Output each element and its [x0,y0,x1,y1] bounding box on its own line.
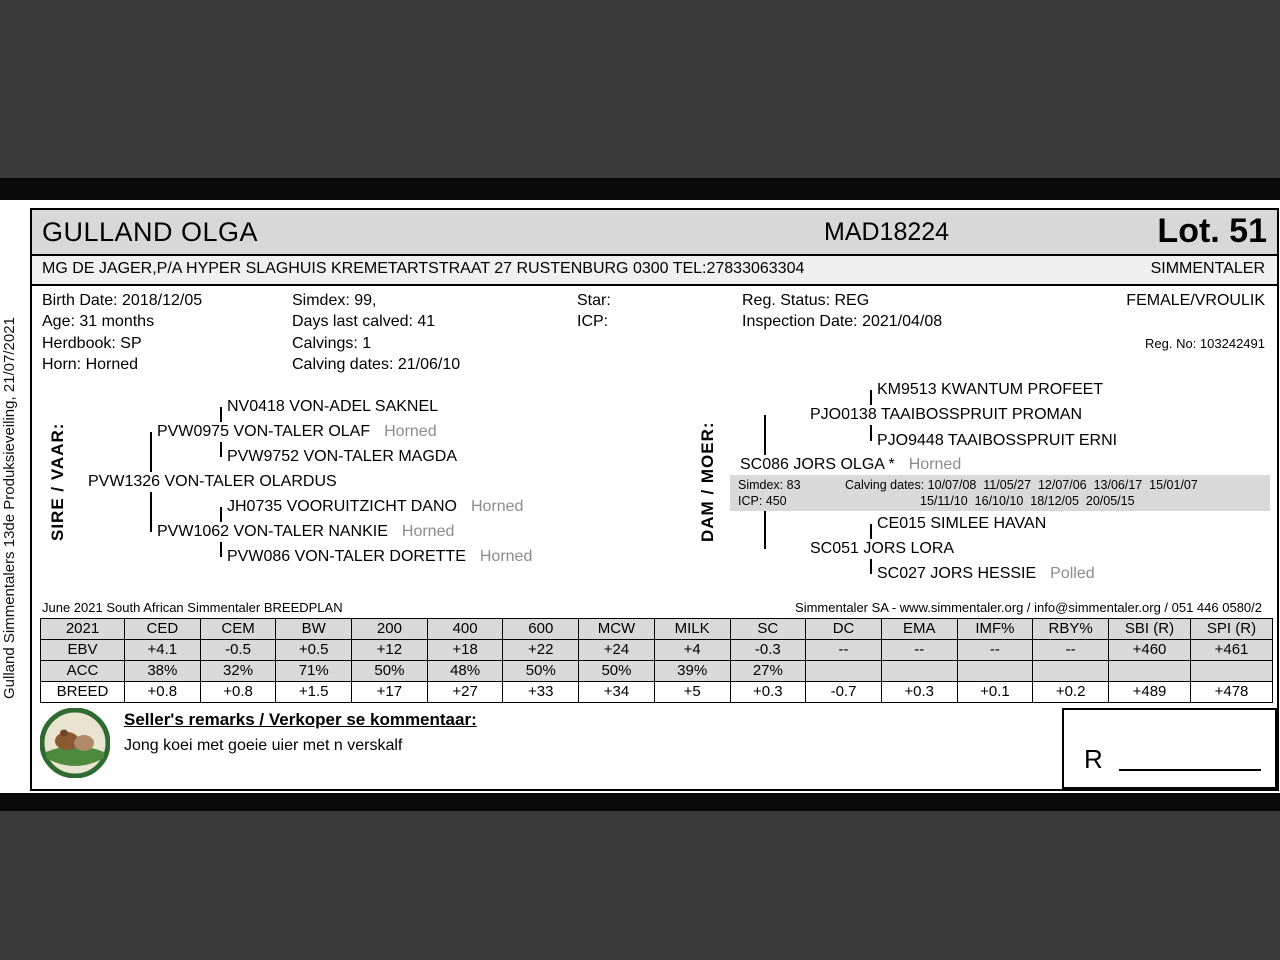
breed-cell: +17 [352,682,428,703]
breed-cell: +1.5 [276,682,352,703]
owner-band [32,256,1277,286]
dam-calving-dates-2: 15/11/10 16/10/10 18/12/05 20/05/15 [920,494,1135,508]
ebv-cell: +24 [579,640,655,661]
acc-cell: 32% [200,661,276,682]
acc-cell [1033,661,1109,682]
breed-avg-row [41,682,1273,703]
bottom-black-strip [0,793,1280,811]
horn-status: Horned [470,498,524,515]
pedigree-entry [874,564,1100,584]
row-label: BREED [41,682,125,703]
seller-remarks-title: Seller's remarks / Verkoper se kommentaar: [124,710,477,729]
animal-name: SC051 JORS LORA [810,540,955,557]
breed-cell: +478 [1191,682,1273,703]
ebv-cell: +461 [1191,640,1273,661]
col-imf: IMF% [957,619,1033,640]
detail-horn: Horn: Horned [42,356,139,373]
ebv-cell: +4.1 [125,640,201,661]
top-dark-band [0,0,1280,178]
acc-cell [957,661,1033,682]
animal-name: PJO9448 TAAIBOSSPRUIT ERNI [877,432,1118,449]
lot-number: Lot. 51 [1157,212,1267,250]
ebv-cell: -- [957,640,1033,661]
ebv-cell: +18 [427,640,503,661]
acc-row [41,661,1273,682]
animal-name: NV0418 VON-ADEL SAKNEL [227,398,439,415]
acc-cell: 39% [654,661,730,682]
currency-symbol: R [1084,744,1103,774]
detail-reg-status: Reg. Status: REG [742,292,870,309]
col-ema: EMA [881,619,957,640]
animal-name: PVW9752 VON-TALER MAGDA [227,448,457,465]
pedigree-entry [874,380,1122,400]
pedigree-entry [224,547,537,567]
detail-icp: ICP: [577,313,609,330]
animal-name: GULLAND OLGA [42,217,259,247]
breedplan-contact: Simmentaler SA - www.simmentaler.org / info@simmentaler.org / 051 446 0580/2 [795,600,1262,615]
col-400: 400 [427,619,503,640]
horn-status: Horned [384,423,437,440]
sire-label: SIRE / VAAR: [48,422,67,542]
ebv-row [41,640,1273,661]
pedigree-entry [224,397,457,417]
ebv-cell: -- [806,640,882,661]
price-box [1062,708,1277,789]
acc-cell: 50% [352,661,428,682]
registration-id: MAD18224 [824,218,950,246]
detail-simdex: Simdex: 99, [292,292,377,309]
detail-herdbook: Herdbook: SP [42,335,142,352]
detail-days-last-calved: Days last calved: 41 [292,313,436,330]
col-ced: CED [125,619,201,640]
horn-status: Horned [401,523,455,540]
breed-cell: +0.8 [200,682,276,703]
title-band [32,210,1277,256]
pedigree-entry [224,447,476,467]
acc-cell: 38% [125,661,201,682]
ebv-cell: +22 [503,640,579,661]
price-blank-line [1119,769,1261,771]
breedplan-line [32,600,1277,616]
horn-status: Horned [908,456,962,473]
pedigree-entry [154,522,459,542]
pedigree-entry [224,497,528,517]
col-dc: DC [806,619,882,640]
horn-status: Polled [1050,565,1095,582]
acc-cell: 48% [427,661,503,682]
breed-cell: +5 [654,682,730,703]
breedplan-ebv-table [40,618,1273,703]
detail-sex: FEMALE/VROULIK [1126,292,1265,309]
dam-simdex: Simdex: 83 [738,478,801,492]
animal-name: PVW1326 VON-TALER OLARDUS [88,473,337,490]
breed-cell: +489 [1109,682,1191,703]
acc-cell: 50% [503,661,579,682]
ebv-cell: -- [881,640,957,661]
acc-cell [881,661,957,682]
dam-icp: ICP: 450 [738,494,787,508]
detail-birth-date: Birth Date: 2018/12/05 [42,292,203,309]
breed-cell: +0.8 [125,682,201,703]
animal-name: SC086 JORS OLGA * [740,456,895,473]
col-bw: BW [276,619,352,640]
seller-remarks-text: Jong koei met goeie uier met n verskalf [124,737,403,754]
ebv-cell: +12 [352,640,428,661]
breed-cell: +27 [427,682,503,703]
animal-name: PVW0975 VON-TALER OLAF [157,423,371,440]
acc-cell [1109,661,1191,682]
animal-name: SC027 JORS HESSIE [877,565,1037,582]
bottom-dark-band [0,811,1280,960]
breed-cell: +0.3 [881,682,957,703]
row-label: ACC [41,661,125,682]
acc-cell: 50% [579,661,655,682]
breed-cell: +34 [579,682,655,703]
detail-star: Star: [577,292,611,309]
catalog-side-title: Gulland Simmentalers 13de Produksieveiling, 21/07/2021 [1,317,18,699]
col-600: 600 [503,619,579,640]
animal-name: KM9513 KWANTUM PROFEET [877,381,1104,398]
pedigree-entry [154,422,442,442]
breed-cell: +0.1 [957,682,1033,703]
pedigree-entry [85,472,356,492]
pedigree-entry [737,455,966,475]
breed-cell: +0.2 [1033,682,1109,703]
ebv-cell: +460 [1109,640,1191,661]
breedplan-edition: June 2021 South African Simmentaler BREEDPLAN [42,600,343,615]
dam-breeding-info-box [730,475,1270,511]
ebv-cell: -- [1033,640,1109,661]
animal-name: PVW1062 VON-TALER NANKIE [157,523,388,540]
col-milk: MILK [654,619,730,640]
detail-inspection-date: Inspection Date: 2021/04/08 [742,313,943,330]
col-rby: RBY% [1033,619,1109,640]
ebv-cell: +0.5 [276,640,352,661]
pedigree-entry [874,514,1065,534]
simmentaler-logo [40,708,110,778]
row-label: EBV [41,640,125,661]
col-cem: CEM [200,619,276,640]
breed-name: SIMMENTALER [1150,260,1265,277]
pedigree-entry [874,431,1136,451]
breed-cell: +0.3 [730,682,806,703]
breed-cell: +33 [503,682,579,703]
detail-age: Age: 31 months [42,313,155,330]
pedigree-entry [807,539,973,559]
dam-calving-dates: Calving dates: 10/07/08 11/05/27 12/07/06 13/06/17 15/01/07 [845,478,1198,492]
acc-cell [1191,661,1273,682]
ebv-cell: +4 [654,640,730,661]
col-year: 2021 [41,619,125,640]
detail-calving-dates: Calving dates: 21/06/10 [292,356,461,373]
detail-calvings: Calvings: 1 [292,335,372,352]
dam-label: DAM / MOER: [698,421,717,543]
acc-cell: 27% [730,661,806,682]
horn-status: Horned [479,548,533,565]
animal-name: JH0735 VOORUITZICHT DANO [227,498,457,515]
pedigree-entry [807,405,1101,425]
catalog-sheet [30,208,1279,791]
animal-name: CE015 SIMLEE HAVAN [877,515,1047,532]
ebv-cell: -0.5 [200,640,276,661]
breed-cell: -0.7 [806,682,882,703]
col-200: 200 [352,619,428,640]
acc-cell: 71% [276,661,352,682]
owner-contact: MG DE JAGER,P/A HYPER SLAGHUIS KREMETARTSTRAAT 27 RUSTENBURG 0300 TEL:27833063304 [42,260,805,277]
col-spi: SPI (R) [1191,619,1273,640]
animal-name: PVW086 VON-TALER DORETTE [227,548,466,565]
pedigree-chart [32,380,1277,612]
detail-reg-no: Reg. No: 103242491 [1145,336,1265,351]
acc-cell [806,661,882,682]
col-sc: SC [730,619,806,640]
ebv-cell: -0.3 [730,640,806,661]
animal-name: PJO0138 TAAIBOSSPRUIT PROMAN [810,406,1083,423]
table-header-row [41,619,1273,640]
top-black-strip [0,178,1280,200]
col-sbi: SBI (R) [1109,619,1191,640]
col-mcw: MCW [579,619,655,640]
